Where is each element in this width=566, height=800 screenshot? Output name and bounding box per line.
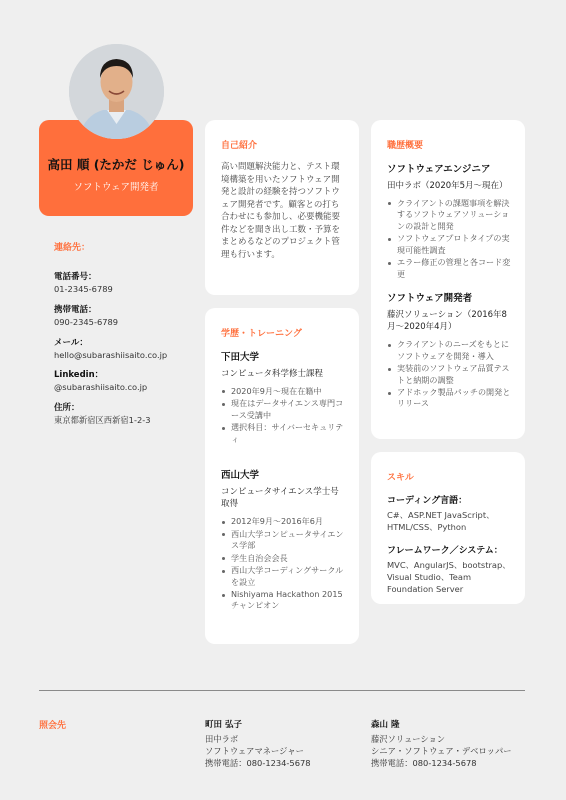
contact-title: 連絡先： <box>54 243 91 253</box>
school-degree: コンピュータサイエンス学士号取得 <box>221 487 339 510</box>
work-card <box>371 120 525 439</box>
profile-role: ソフトウェア開発者 <box>73 182 159 193</box>
reference-role: シニア・ソフトウェア・デベロッパー <box>371 746 512 757</box>
contact-linkedin-label: Linkedin： <box>54 370 104 381</box>
profile-photo <box>69 44 164 139</box>
list-item: クライアントのニーズをもとにソフトウェアを開発・導入 <box>387 339 511 362</box>
contact-address-label: 住所： <box>54 403 80 414</box>
list-item: 現在はデータサイエンス専門コース受講中 <box>221 398 345 421</box>
reference-phone: 携帯電話：080-1234-5678 <box>371 758 477 769</box>
school-details <box>221 516 345 612</box>
contact-linkedin-value[interactable]: @subarashiisaito.co.jp <box>54 382 148 393</box>
job-company: 田中ラボ（2020年5月～現在） <box>387 181 508 191</box>
education-title: 学歴・トレーニング <box>221 329 302 339</box>
job-position: ソフトウェア開発者 <box>387 293 473 305</box>
school-details <box>221 386 345 445</box>
contact-email-value[interactable]: hello@subarashiisaito.co.jp <box>54 349 168 360</box>
work-title: 職歴概要 <box>387 141 424 151</box>
contact-phone-label: 電話番号： <box>54 272 97 282</box>
reference-entry <box>371 718 531 769</box>
reference-entry <box>205 718 365 769</box>
list-item: 西山大学コンピュータサイエンス学部 <box>221 529 345 552</box>
list-item: Nishiyama Hackathon 2015 チャンピオン <box>221 589 345 612</box>
list-item: 実装前のソフトウェア品質テストと納期の調整 <box>387 363 511 386</box>
skill-group-body: MVC、AngularJS、bootstrap、Visual Studio、Team Foundation Server <box>387 560 511 595</box>
contact-section <box>54 240 199 434</box>
list-item: 西山大学コーディングサークルを設立 <box>221 565 345 588</box>
list-item: エラー修正の管理と各コード変更 <box>387 257 511 280</box>
reference-name: 森山 隆 <box>371 720 400 730</box>
references-title: 照会先 <box>39 721 67 731</box>
profile-name: 高田 順 (たかだ じゅん) <box>47 157 185 172</box>
about-card <box>205 120 359 295</box>
contact-mobile-value: 090-2345-6789 <box>54 316 119 327</box>
reference-org: 田中ラボ <box>205 734 239 744</box>
job-company: 藤沢ソリューション（2016年8月～2020年4月） <box>387 310 507 333</box>
list-item: アドホック製品パッチの開発とリリース <box>387 387 511 410</box>
reference-org: 藤沢ソリューション <box>371 734 446 744</box>
reference-phone: 携帯電話：080-1234-5678 <box>205 758 311 769</box>
reference-name: 町田 弘子 <box>205 720 242 730</box>
contact-mobile-label: 携帯電話： <box>54 304 97 315</box>
school-name: 西山大学 <box>221 470 260 482</box>
skills-title: スキル <box>387 473 414 483</box>
list-item: 選択科目：サイバーセキュリティ <box>221 422 345 445</box>
list-item: ソフトウェアプロトタイプの実現可能性調査 <box>387 233 511 256</box>
skills-card <box>371 452 525 604</box>
skill-group-title: フレームワーク／システム： <box>387 546 503 557</box>
list-item: 2020年9月～現在在籍中 <box>221 386 345 397</box>
about-text: 高い問題解決能力と、テスト環境構築を用いたソフトウェア開発と設計の経験を持つソフトウェア開発者です。顧客との打ち合わせにも参加し、必要機能要件などを聞き出し工数・予算をまとめるなどのプロジェクト管理も行います。 <box>221 162 341 261</box>
list-item: 2012年9月～2016年6月 <box>221 516 345 527</box>
list-item: クライアントの課題事項を解決するソフトウェアソリューションの設計と開発 <box>387 198 511 232</box>
skill-group-title: コーディング言語： <box>387 496 468 506</box>
job-duties <box>387 339 511 410</box>
about-title: 自己紹介 <box>221 141 258 151</box>
job-position: ソフトウェアエンジニア <box>387 164 491 175</box>
school-name: 下田大学 <box>221 352 260 363</box>
contact-email-label: メール： <box>54 337 88 348</box>
contact-address-value: 東京都新宿区西新宿1-2-3 <box>54 415 151 426</box>
list-item: 学生自治会会長 <box>221 553 345 564</box>
contact-phone-value: 01-2345-6789 <box>54 284 113 294</box>
school-degree: コンピュータ科学修士課程 <box>221 369 324 379</box>
divider <box>39 690 525 691</box>
job-duties <box>387 198 511 280</box>
reference-role: ソフトウェアマネージャー <box>205 746 304 757</box>
education-card <box>205 308 359 644</box>
skill-group-body: C#、ASP.NET JavaScript、HTML/CSS、Python <box>387 510 495 533</box>
